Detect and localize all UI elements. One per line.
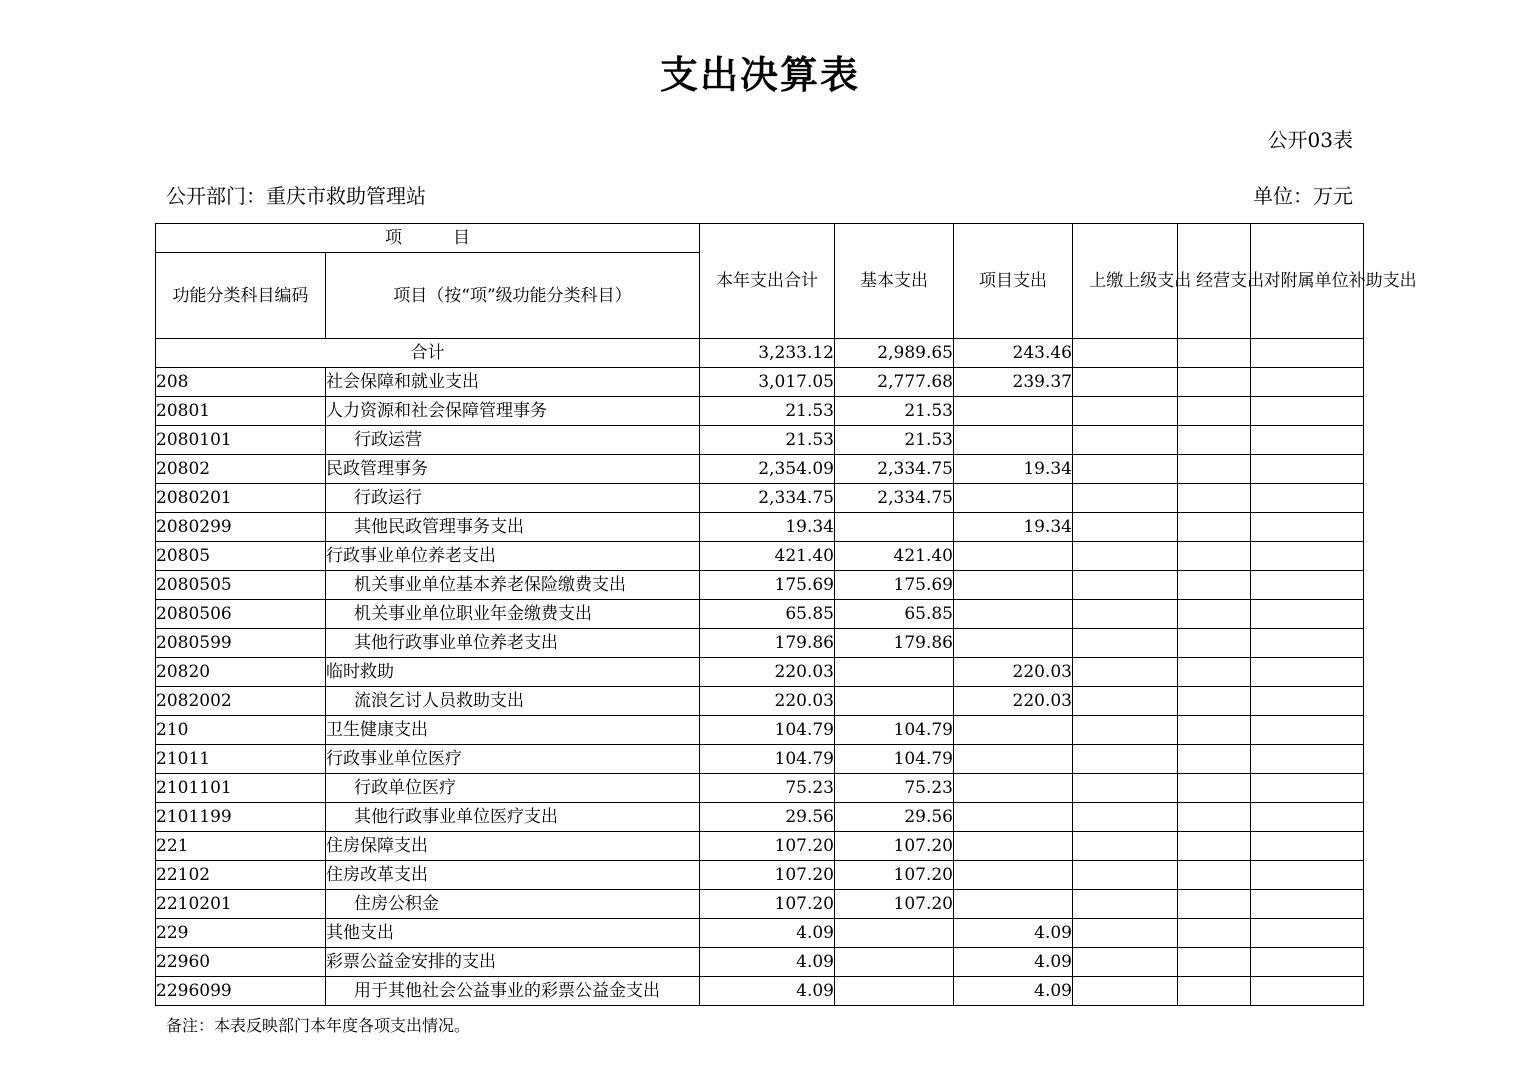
cell-total: 175.69 [700, 571, 835, 600]
table-row [156, 571, 1364, 600]
header-total: 本年支出合计 [700, 224, 835, 339]
cell-total: 104.79 [700, 716, 835, 745]
total-label: 合计 [156, 339, 700, 368]
cell-operating [1178, 513, 1251, 542]
table-row [156, 803, 1364, 832]
cell-total: 2,334.75 [700, 484, 835, 513]
cell-subsidiary [1251, 687, 1364, 716]
cell-project [954, 484, 1073, 513]
cell-code: 210 [156, 716, 326, 745]
cell-total: 21.53 [700, 397, 835, 426]
cell-code: 21011 [156, 745, 326, 774]
cell-subsidiary [1251, 455, 1364, 484]
header-item: 项目（按“项”级功能分类科目） [326, 253, 700, 339]
cell-operating [1178, 716, 1251, 745]
table-row [156, 542, 1364, 571]
cell-operating [1178, 455, 1251, 484]
expenditure-table [155, 223, 1417, 1006]
cell-upper [1073, 687, 1178, 716]
cell-basic: 107.20 [835, 861, 954, 890]
cell-operating [1178, 687, 1251, 716]
cell-code: 22102 [156, 861, 326, 890]
cell-total: 19.34 [700, 513, 835, 542]
cell-code: 2082002 [156, 687, 326, 716]
cell-project [954, 890, 1073, 919]
cell-total: 65.85 [700, 600, 835, 629]
cell-project [954, 745, 1073, 774]
cell-subsidiary [1251, 600, 1364, 629]
cell-basic [835, 919, 954, 948]
header-operating-text: 经营支出 [1196, 271, 1265, 291]
header-basic: 基本支出 [835, 224, 954, 339]
cell-upper [1073, 948, 1178, 977]
cell-basic: 175.69 [835, 571, 954, 600]
cell-code: 20802 [156, 455, 326, 484]
cell-item-name: 机关事业单位职业年金缴费支出 [326, 600, 700, 629]
cell-item-name: 行政单位医疗 [326, 774, 700, 803]
cell-basic [835, 658, 954, 687]
table-row [156, 600, 1364, 629]
cell-total: 75.23 [700, 774, 835, 803]
cell-code: 221 [156, 832, 326, 861]
cell-code: 2080299 [156, 513, 326, 542]
cell-upper [1073, 600, 1178, 629]
cell-code: 20820 [156, 658, 326, 687]
cell-subsidiary [1251, 716, 1364, 745]
cell-item-name: 民政管理事务 [326, 455, 700, 484]
cell-subsidiary [1251, 571, 1364, 600]
cell-subsidiary [1251, 977, 1364, 1006]
table-row [156, 745, 1364, 774]
cell-code: 208 [156, 368, 326, 397]
cell-code: 2080101 [156, 426, 326, 455]
table-row [156, 977, 1364, 1006]
cell-operating [1178, 600, 1251, 629]
cell-subsidiary [1251, 745, 1364, 774]
cell-total: 107.20 [700, 832, 835, 861]
cell-operating [1178, 368, 1251, 397]
cell-operating [1178, 890, 1251, 919]
page-title: 支出决算表 [659, 53, 860, 97]
cell-total: 179.86 [700, 629, 835, 658]
cell-basic: 75.23 [835, 774, 954, 803]
table-row [156, 919, 1364, 948]
cell-basic: 104.79 [835, 745, 954, 774]
cell-project: 4.09 [954, 948, 1073, 977]
cell-subsidiary [1251, 542, 1364, 571]
cell-upper [1073, 919, 1178, 948]
table-row [156, 397, 1364, 426]
cell-total: 21.53 [700, 426, 835, 455]
cell-project: 4.09 [954, 977, 1073, 1006]
cell-project: 19.34 [954, 455, 1073, 484]
header-upper-text: 上缴上级支出 [1089, 271, 1192, 291]
cell-code: 20801 [156, 397, 326, 426]
cell-upper [1073, 774, 1178, 803]
cell-total: 4.09 [700, 919, 835, 948]
cell-total: 220.03 [700, 687, 835, 716]
cell-project [954, 716, 1073, 745]
cell-upper [1073, 716, 1178, 745]
cell-subsidiary [1251, 919, 1364, 948]
cell-code: 22960 [156, 948, 326, 977]
cell-project [954, 397, 1073, 426]
cell-basic [835, 687, 954, 716]
header-code: 功能分类科目编码 [156, 253, 326, 339]
table-row [156, 658, 1364, 687]
table-row [156, 368, 1364, 397]
cell-project: 220.03 [954, 658, 1073, 687]
cell-item-name: 社会保障和就业支出 [326, 368, 700, 397]
cell-basic [835, 948, 954, 977]
cell-operating [1178, 397, 1251, 426]
cell-subsidiary [1251, 513, 1364, 542]
cell-item-name: 住房保障支出 [326, 832, 700, 861]
cell-upper [1073, 571, 1178, 600]
cell-item-name: 住房公积金 [326, 890, 700, 919]
cell-upper [1073, 426, 1178, 455]
cell-upper [1073, 397, 1178, 426]
cell-basic: 2,777.68 [835, 368, 954, 397]
cell-operating [1178, 658, 1251, 687]
cell-upper [1073, 658, 1178, 687]
cell-total: 2,354.09 [700, 455, 835, 484]
cell-basic: 29.56 [835, 803, 954, 832]
cell-operating [1178, 774, 1251, 803]
cell-total: 4.09 [700, 948, 835, 977]
cell-project [954, 861, 1073, 890]
table-row [156, 426, 1364, 455]
cell-basic: 2,334.75 [835, 455, 954, 484]
cell-code: 2080505 [156, 571, 326, 600]
cell-total: 104.79 [700, 745, 835, 774]
cell-operating [1178, 861, 1251, 890]
header-subsidiary [1251, 224, 1417, 339]
department-label: 公开部门：重庆市救助管理站 [166, 184, 426, 208]
cell-code: 2101199 [156, 803, 326, 832]
cell-operating [1178, 426, 1251, 455]
cell-code: 229 [156, 919, 326, 948]
header-project-group: 项 目 [156, 224, 700, 253]
cell-project [954, 426, 1073, 455]
cell-operating [1178, 803, 1251, 832]
cell-basic: 21.53 [835, 426, 954, 455]
total-cell-project: 243.46 [954, 339, 1073, 368]
table-row [156, 716, 1364, 745]
table-row [156, 774, 1364, 803]
cell-basic: 421.40 [835, 542, 954, 571]
table-row [156, 455, 1364, 484]
cell-item-name: 其他民政管理事务支出 [326, 513, 700, 542]
footnote: 备注：本表反映部门本年度各项支出情况。 [166, 1016, 471, 1035]
cell-basic: 65.85 [835, 600, 954, 629]
cell-upper [1073, 803, 1178, 832]
cell-project [954, 571, 1073, 600]
table-number: 公开03表 [1267, 128, 1353, 152]
table-row [156, 890, 1364, 919]
cell-item-name: 机关事业单位基本养老保险缴费支出 [326, 571, 700, 600]
cell-subsidiary [1251, 629, 1364, 658]
cell-upper [1073, 745, 1178, 774]
cell-subsidiary [1251, 397, 1364, 426]
header-upper [1073, 224, 1192, 339]
cell-item-name: 行政事业单位养老支出 [326, 542, 700, 571]
cell-project [954, 629, 1073, 658]
cell-operating [1178, 571, 1251, 600]
cell-subsidiary [1251, 948, 1364, 977]
cell-subsidiary [1251, 484, 1364, 513]
cell-project: 4.09 [954, 919, 1073, 948]
cell-operating [1178, 832, 1251, 861]
cell-operating [1178, 948, 1251, 977]
total-cell-operating [1178, 339, 1251, 368]
cell-basic: 179.86 [835, 629, 954, 658]
table-row [156, 484, 1364, 513]
cell-basic [835, 977, 954, 1006]
cell-project [954, 600, 1073, 629]
cell-code: 2080201 [156, 484, 326, 513]
cell-item-name: 其他行政事业单位医疗支出 [326, 803, 700, 832]
cell-upper [1073, 629, 1178, 658]
cell-basic [835, 513, 954, 542]
cell-subsidiary [1251, 803, 1364, 832]
cell-basic: 107.20 [835, 890, 954, 919]
cell-project: 239.37 [954, 368, 1073, 397]
cell-code: 2080599 [156, 629, 326, 658]
cell-operating [1178, 977, 1251, 1006]
table-row [156, 861, 1364, 890]
cell-code: 2296099 [156, 977, 326, 1006]
total-cell-total: 3,233.12 [700, 339, 835, 368]
cell-basic: 2,334.75 [835, 484, 954, 513]
cell-total: 421.40 [700, 542, 835, 571]
table-row [156, 948, 1364, 977]
cell-project [954, 803, 1073, 832]
table-row [156, 687, 1364, 716]
total-cell-upper [1073, 339, 1178, 368]
cell-item-name: 流浪乞讨人员救助支出 [326, 687, 700, 716]
cell-code: 20805 [156, 542, 326, 571]
cell-operating [1178, 919, 1251, 948]
cell-total: 3,017.05 [700, 368, 835, 397]
total-cell-basic: 2,989.65 [835, 339, 954, 368]
cell-total: 107.20 [700, 890, 835, 919]
cell-project [954, 542, 1073, 571]
cell-operating [1178, 745, 1251, 774]
cell-operating [1178, 484, 1251, 513]
cell-item-name: 行政运营 [326, 426, 700, 455]
cell-project [954, 774, 1073, 803]
cell-item-name: 其他支出 [326, 919, 700, 948]
header-project: 项目支出 [954, 224, 1073, 339]
cell-upper [1073, 977, 1178, 1006]
cell-total: 220.03 [700, 658, 835, 687]
cell-basic: 107.20 [835, 832, 954, 861]
cell-project: 220.03 [954, 687, 1073, 716]
unit-label: 单位：万元 [1253, 184, 1353, 208]
cell-subsidiary [1251, 890, 1364, 919]
table-row [156, 513, 1364, 542]
header-subsidiary-text: 对附属单位补助支出 [1263, 271, 1417, 291]
cell-subsidiary [1251, 368, 1364, 397]
cell-code: 2210201 [156, 890, 326, 919]
cell-project [954, 832, 1073, 861]
cell-subsidiary [1251, 774, 1364, 803]
table-row [156, 629, 1364, 658]
cell-code: 2080506 [156, 600, 326, 629]
cell-basic: 21.53 [835, 397, 954, 426]
cell-total: 4.09 [700, 977, 835, 1006]
cell-item-name: 临时救助 [326, 658, 700, 687]
cell-item-name: 彩票公益金安排的支出 [326, 948, 700, 977]
cell-upper [1073, 832, 1178, 861]
total-cell-subsidiary [1251, 339, 1364, 368]
cell-upper [1073, 890, 1178, 919]
cell-operating [1178, 629, 1251, 658]
table-row [156, 832, 1364, 861]
cell-upper [1073, 484, 1178, 513]
cell-basic: 104.79 [835, 716, 954, 745]
cell-upper [1073, 455, 1178, 484]
cell-upper [1073, 542, 1178, 571]
cell-item-name: 住房改革支出 [326, 861, 700, 890]
cell-upper [1073, 513, 1178, 542]
cell-project: 19.34 [954, 513, 1073, 542]
cell-item-name: 卫生健康支出 [326, 716, 700, 745]
total-row [156, 339, 1364, 368]
cell-item-name: 行政运行 [326, 484, 700, 513]
cell-code: 2101101 [156, 774, 326, 803]
cell-subsidiary [1251, 658, 1364, 687]
cell-item-name: 其他行政事业单位养老支出 [326, 629, 700, 658]
cell-operating [1178, 542, 1251, 571]
cell-upper [1073, 861, 1178, 890]
cell-item-name: 人力资源和社会保障管理事务 [326, 397, 700, 426]
cell-total: 107.20 [700, 861, 835, 890]
cell-subsidiary [1251, 832, 1364, 861]
cell-subsidiary [1251, 426, 1364, 455]
cell-total: 29.56 [700, 803, 835, 832]
cell-item-name: 用于其他社会公益事业的彩票公益金支出 [326, 977, 700, 1006]
cell-upper [1073, 368, 1178, 397]
cell-item-name: 行政事业单位医疗 [326, 745, 700, 774]
cell-subsidiary [1251, 861, 1364, 890]
